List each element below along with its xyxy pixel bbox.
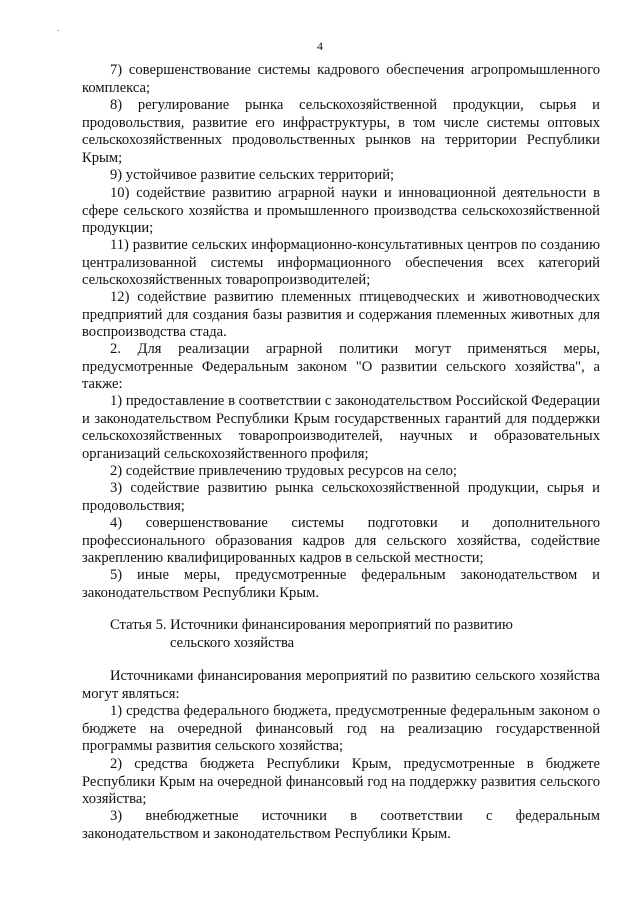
- article-5-title-line2: сельского хозяйства: [170, 635, 295, 651]
- page-number: 4: [317, 39, 323, 53]
- list-item-11: 11) развитие сельских информационно-консультативных центров по созданию централизованной системы информационного обеспечения всех категорий сельскохозяйственных товаропроизводителей;: [82, 237, 600, 288]
- list-item-9: 9) устойчивое развитие сельских территорий;: [110, 167, 395, 183]
- funding-source-1: 1) средства федерального бюджета, предусмотренные федеральным законом о бюджете на очередной финансовый год на реализацию государственной программы развития сельского хозяйства;: [82, 703, 600, 754]
- article-5-heading: [110, 616, 590, 652]
- section-2-intro: 2. Для реализации аграрной политики могут применяться меры, предусмотренные Федеральным законом "О развитии сельского хозяйства", а также:: [82, 341, 600, 392]
- measure-3: 3) содействие развитию рынка сельскохозяйственной продукции, сырья и продовольствия;: [82, 480, 600, 514]
- funding-source-3: 3) внебюджетные источники в соответствии с федеральным законодательством и законодательством Республики Крым.: [82, 808, 600, 842]
- measure-5: 5) иные меры, предусмотренные федеральным законодательством и законодательством Республики Крым.: [82, 567, 600, 601]
- list-item-12: 12) содействие развитию племенных птицеводческих и животноводческих предприятий для создания базы развития и содержания племенных животных для воспроизводства стада.: [82, 289, 600, 340]
- list-item-8: 8) регулирование рынка сельскохозяйственной продукции, сырья и продовольствия, развитие его инфраструктуры, в том числе системы оптовых сельскохозяйственных продовольственных рынков на территории Республики Крым;: [82, 97, 600, 166]
- scan-speck: [58, 30, 59, 31]
- list-item-10: 10) содействие развитию аграрной науки и инновационной деятельности в сфере сельского хозяйства и промышленного производства сельскохозяйственной продукции;: [82, 185, 600, 236]
- list-item-7: 7) совершенствование системы кадрового обеспечения агропромышленного комплекса;: [82, 62, 600, 96]
- measure-1: 1) предоставление в соответствии с законодательством Российской Федерации и законодательством Республики Крым государственных гарантий для поддержки сельскохозяйственных товаропроизводителей, научных и образовательных организаций сельскохозяйственного профиля;: [82, 393, 600, 462]
- article-5-title-line1: Статья 5. Источники финансирования мероприятий по развитию: [110, 617, 513, 633]
- measure-2: 2) содействие привлечению трудовых ресурсов на село;: [110, 463, 457, 479]
- funding-intro: Источниками финансирования мероприятий по развитию сельского хозяйства могут являться:: [82, 668, 600, 702]
- funding-source-2: 2) средства бюджета Республики Крым, предусмотренные в бюджете Республики Крым на очередной финансовый год на поддержку развития сельского хозяйства;: [82, 756, 600, 807]
- measure-4: 4) совершенствование системы подготовки и дополнительного профессионального образования кадров для сельского хозяйства, содействие закреплению квалифицированных кадров в сельской местности;: [82, 515, 600, 566]
